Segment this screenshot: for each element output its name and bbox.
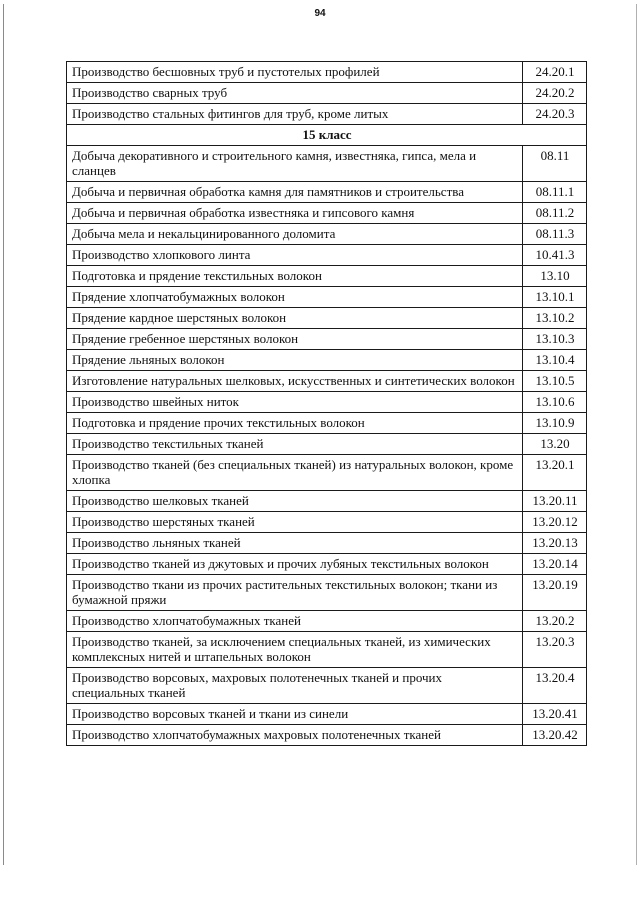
okved-code: 08.11.3 xyxy=(523,224,587,245)
activity-name: Производство хлопкового линта xyxy=(67,245,523,266)
okved-code: 13.20.4 xyxy=(523,668,587,704)
okved-code: 13.10.3 xyxy=(523,329,587,350)
activity-name: Производство тканей, за исключением специальных тканей, из химических комплексных нитей и штапельных волокон xyxy=(67,632,523,668)
table-row xyxy=(67,224,587,245)
table-row xyxy=(67,287,587,308)
activity-name: Добыча мела и некальцинированного доломита xyxy=(67,224,523,245)
table-row xyxy=(67,329,587,350)
table-row xyxy=(67,371,587,392)
okved-code: 13.10.5 xyxy=(523,371,587,392)
table-row xyxy=(67,491,587,512)
activity-name: Производство тканей (без специальных тканей) из натуральных волокон, кроме хлопка xyxy=(67,455,523,491)
okved-code: 13.10 xyxy=(523,266,587,287)
okved-code: 13.20.41 xyxy=(523,704,587,725)
activity-name: Добыча декоративного и строительного камня, известняка, гипса, мела и сланцев xyxy=(67,146,523,182)
table-row xyxy=(67,554,587,575)
page-number: 94 xyxy=(314,8,326,19)
activity-name: Производство льняных тканей xyxy=(67,533,523,554)
okved-code: 13.10.4 xyxy=(523,350,587,371)
okved-code: 13.20.14 xyxy=(523,554,587,575)
section-header-row xyxy=(67,125,587,146)
okved-code: 08.11.2 xyxy=(523,203,587,224)
okved-code: 24.20.2 xyxy=(523,83,587,104)
okved-code: 13.20.11 xyxy=(523,491,587,512)
okved-code: 24.20.1 xyxy=(523,62,587,83)
okved-code: 24.20.3 xyxy=(523,104,587,125)
section-title: 15 класс xyxy=(67,125,587,146)
activity-name: Изготовление натуральных шелковых, искусственных и синтетических волокон xyxy=(67,371,523,392)
okved-code: 13.20.42 xyxy=(523,725,587,746)
okved-code: 13.10.6 xyxy=(523,392,587,413)
activity-name: Производство ворсовых, махровых полотенечных тканей и прочих специальных тканей xyxy=(67,668,523,704)
okved-code: 13.20.3 xyxy=(523,632,587,668)
okved-code: 13.20.12 xyxy=(523,512,587,533)
activity-name: Прядение кардное шерстяных волокон xyxy=(67,308,523,329)
okved-code: 13.20.19 xyxy=(523,575,587,611)
okved-code: 13.20.13 xyxy=(523,533,587,554)
table-row xyxy=(67,182,587,203)
table-row xyxy=(67,203,587,224)
activity-name: Производство текстильных тканей xyxy=(67,434,523,455)
table-row xyxy=(67,104,587,125)
activity-name: Производство бесшовных труб и пустотелых профилей xyxy=(67,62,523,83)
okved-code: 13.20 xyxy=(523,434,587,455)
okved-table-body xyxy=(67,62,587,746)
table-row xyxy=(67,434,587,455)
activity-name: Производство ворсовых тканей и ткани из синели xyxy=(67,704,523,725)
table-row xyxy=(67,575,587,611)
activity-name: Производство тканей из джутовых и прочих лубяных текстильных волокон xyxy=(67,554,523,575)
activity-name: Прядение гребенное шерстяных волокон xyxy=(67,329,523,350)
okved-code: 08.11.1 xyxy=(523,182,587,203)
okved-code: 13.20.1 xyxy=(523,455,587,491)
okved-code: 13.10.2 xyxy=(523,308,587,329)
activity-name: Подготовка и прядение текстильных волокон xyxy=(67,266,523,287)
activity-name: Производство швейных ниток xyxy=(67,392,523,413)
table-row xyxy=(67,245,587,266)
activity-name: Производство шерстяных тканей xyxy=(67,512,523,533)
okved-code: 13.20.2 xyxy=(523,611,587,632)
okved-code: 13.10.1 xyxy=(523,287,587,308)
scan-right-edge xyxy=(636,4,637,865)
okved-code: 10.41.3 xyxy=(523,245,587,266)
okved-table xyxy=(66,61,587,746)
okved-code: 13.10.9 xyxy=(523,413,587,434)
activity-name: Производство сварных труб xyxy=(67,83,523,104)
table-row xyxy=(67,455,587,491)
scan-left-edge xyxy=(3,4,4,865)
table-row xyxy=(67,704,587,725)
table-row xyxy=(67,392,587,413)
activity-name: Производство стальных фитингов для труб, кроме литых xyxy=(67,104,523,125)
table-row xyxy=(67,611,587,632)
table-row xyxy=(67,413,587,434)
activity-name: Подготовка и прядение прочих текстильных волокон xyxy=(67,413,523,434)
table-row xyxy=(67,266,587,287)
table-row xyxy=(67,146,587,182)
table-row xyxy=(67,725,587,746)
table-row xyxy=(67,62,587,83)
activity-name: Производство ткани из прочих растительных текстильных волокон; ткани из бумажной пряжи xyxy=(67,575,523,611)
activity-name: Прядение льняных волокон xyxy=(67,350,523,371)
okved-code: 08.11 xyxy=(523,146,587,182)
activity-name: Производство хлопчатобумажных тканей xyxy=(67,611,523,632)
table-row xyxy=(67,83,587,104)
table-row xyxy=(67,533,587,554)
table-row xyxy=(67,632,587,668)
table-row xyxy=(67,512,587,533)
activity-name: Производство шелковых тканей xyxy=(67,491,523,512)
activity-name: Производство хлопчатобумажных махровых полотенечных тканей xyxy=(67,725,523,746)
table-row xyxy=(67,350,587,371)
table-row xyxy=(67,668,587,704)
activity-name: Добыча и первичная обработка камня для памятников и строительства xyxy=(67,182,523,203)
activity-name: Прядение хлопчатобумажных волокон xyxy=(67,287,523,308)
table-row xyxy=(67,308,587,329)
activity-name: Добыча и первичная обработка известняка и гипсового камня xyxy=(67,203,523,224)
